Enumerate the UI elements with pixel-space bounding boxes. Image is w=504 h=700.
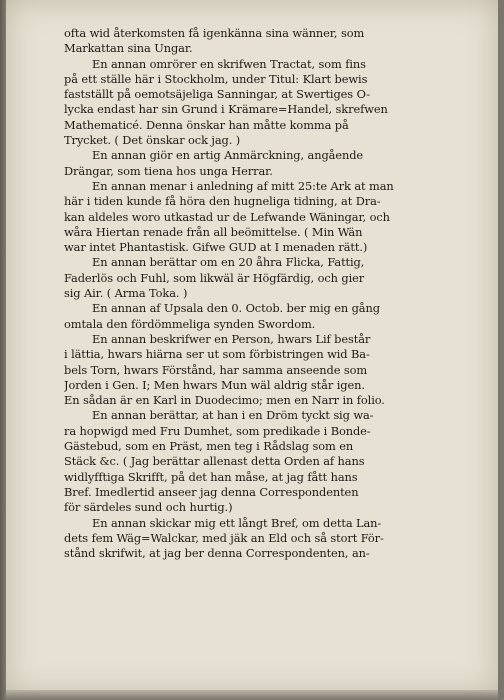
text-line: En annan skickar mig ett långt Bref, om detta Lan- <box>92 515 382 530</box>
text-line: En annan omrörer en skrifwen Tractat, som fins <box>92 56 366 71</box>
text-line: Stäck &c. ( Jag berättar allenast detta Orden af hans <box>64 454 365 469</box>
text-line: dets fem Wäg=Walckar, med jäk an Eld och så stort För- <box>64 530 384 545</box>
text-line: Markattan sina Ungar. <box>64 41 193 56</box>
text-line: stånd skrifwit, at jag ber denna Correspondenten, an- <box>64 546 370 561</box>
text-line: kan aldeles woro utkastad ur de Lefwande Wäningar, och <box>64 209 390 224</box>
text-line: widlyfftiga Skrifft, på det han måse, at jag fått hans <box>64 469 358 484</box>
text-line: En annan giör en artig Anmärckning, angående <box>92 148 364 163</box>
text-line: Bref. Imedlertid anseer jag denna Correspondenten <box>64 484 359 499</box>
text-line: omtala den fördömmeliga synden Swordom. <box>64 316 316 331</box>
page-text-block <box>64 26 442 561</box>
text-line: ra hopwigd med Fru Dumhet, som predikade i Bonde- <box>64 423 371 438</box>
text-line: war intet Phantastisk. Gifwe GUD at I menaden rätt.) <box>64 240 368 255</box>
text-line: Faderlös och Fuhl, som likwäl är Högfärdig, och gier <box>64 270 365 285</box>
text-line: för särdeles sund och hurtig.) <box>64 500 233 515</box>
text-line: wåra Hiertan renade från all beömittelse. ( Min Wän <box>64 224 363 239</box>
text-line: Drängar, som tiena hos unga Herrar. <box>64 163 273 178</box>
text-line: Jorden i Gen. I; Men hwars Mun wäl aldrig står igen. <box>64 377 365 392</box>
text-line: på ett ställe här i Stockholm, under Titul: Klart bewis <box>64 71 368 86</box>
text-line: En annan berättar om en 20 åhra Flicka, Fattig, <box>92 255 365 270</box>
text-line: fastställt på oemotsäjeliga Sanningar, at Swertiges O- <box>64 87 370 102</box>
text-line: lycka endast har sin Grund i Krämare=Handel, skrefwen <box>64 102 388 117</box>
text-line: sig Air. ( Arma Toka. ) <box>64 286 188 301</box>
text-line: En annan menar i anledning af mitt 25:te Ark at man <box>92 178 394 193</box>
text-line: En annan berättar, at han i en Dröm tyckt sig wa- <box>92 408 374 423</box>
page-bottom-edge <box>6 690 498 700</box>
text-line: i lättia, hwars hiärna ser ut som förbistringen wid Ba- <box>64 347 370 362</box>
text-line: Gästebud, som en Präst, men teg i Rådslag som en <box>64 439 354 454</box>
text-line: bels Torn, hwars Förstånd, har samma anseende som <box>64 362 368 377</box>
text-line: En sådan är en Karl in Duodecimo; men en Narr in folio. <box>64 393 385 408</box>
text-line: här i tiden kunde få höra den hugneliga tidning, at Dra- <box>64 194 381 209</box>
text-line: Trycket. ( Det önskar ock jag. ) <box>64 133 241 148</box>
text-line: En annan af Upsala den 0. Octob. ber mig en gång <box>92 301 380 316</box>
text-line: ofta wid återkomsten få igenkänna sina wänner, som <box>64 26 365 40</box>
text-line: Mathematicé. Denna önskar han måtte komma på <box>64 117 349 132</box>
text-line: En annan beskrifwer en Person, hwars Lif består <box>92 331 371 346</box>
